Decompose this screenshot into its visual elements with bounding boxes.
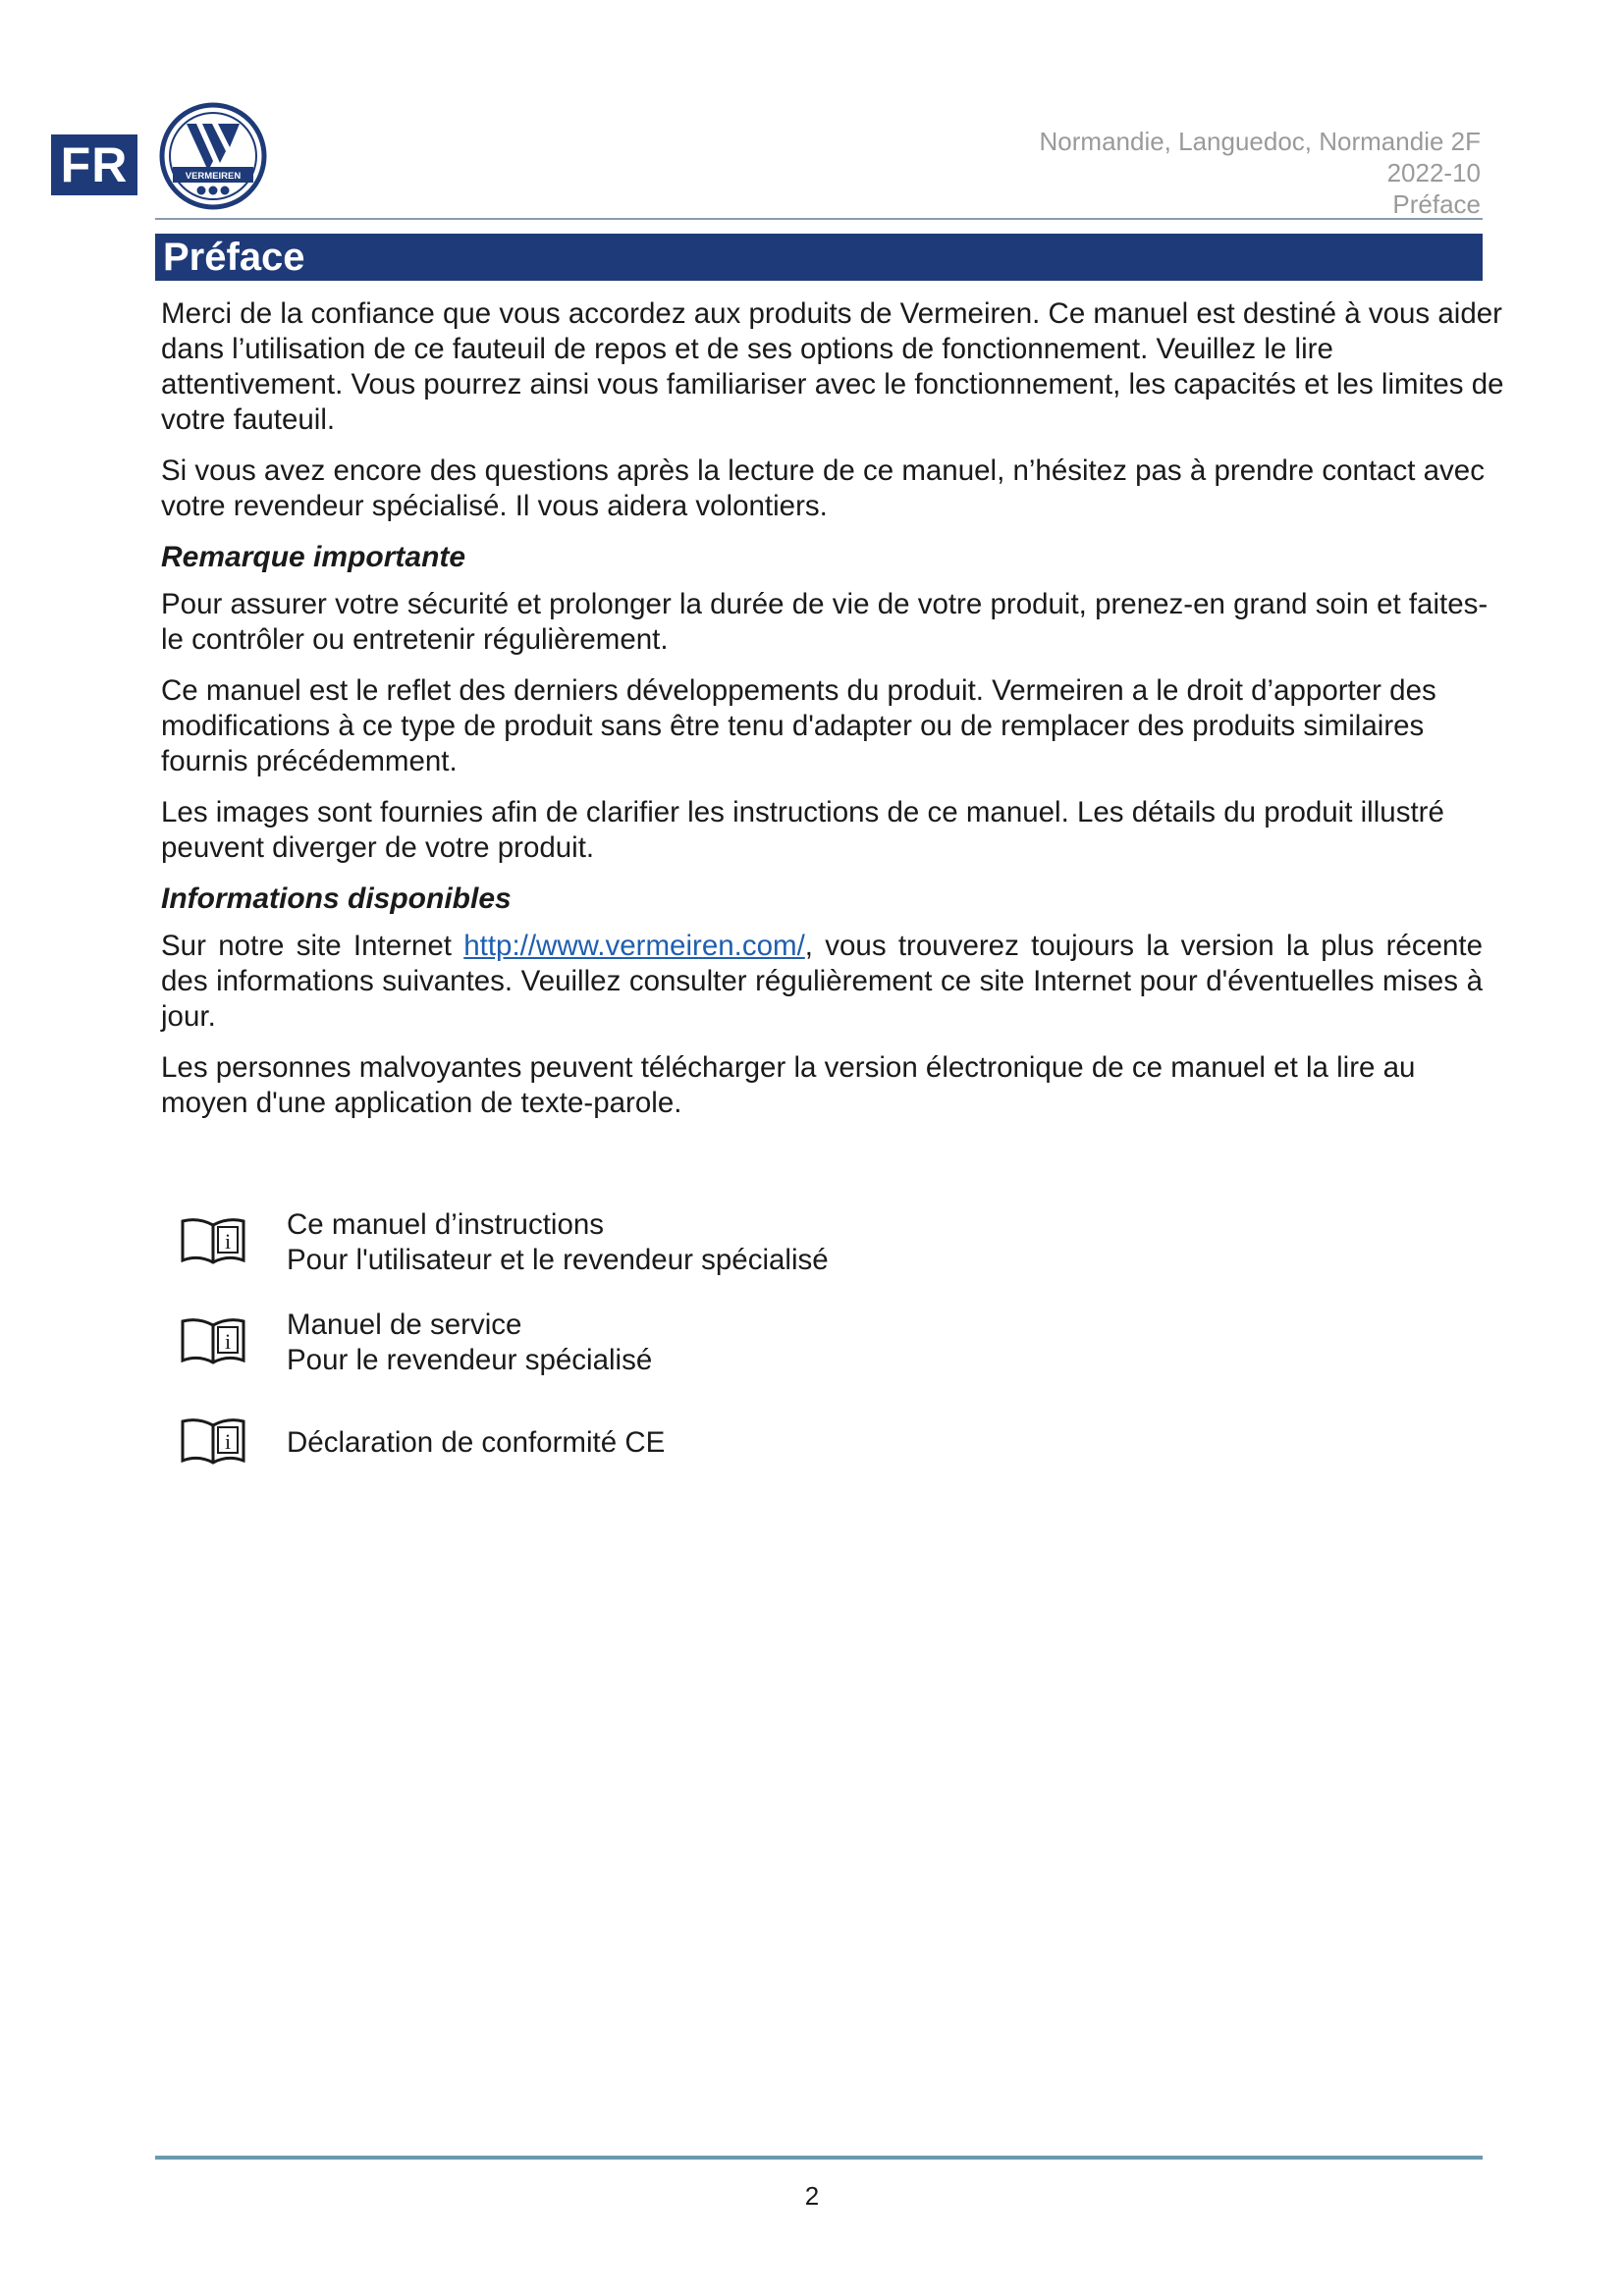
model-names: Normandie, Languedoc, Normandie 2F (1039, 127, 1481, 156)
body-content (161, 296, 1506, 1137)
header-section: Préface (1392, 189, 1481, 219)
svg-text:i: i (224, 1329, 232, 1354)
doc-subtitle: Pour le revendeur spécialisé (287, 1344, 653, 1376)
doc-title: Manuel de service (287, 1308, 522, 1341)
important-note-heading: Remarque importante (161, 541, 466, 573)
development-paragraph: Ce manuel est le reflet des derniers développements du produit. Vermeiren a le droit d’apporter des modifications à ce type de produit sans être tenu d'adapter ou de remplacer des produits similaires fournis précédemment. (161, 674, 1436, 777)
website-link[interactable]: http://www.vermeiren.com/ (463, 930, 805, 962)
vermeiren-logo (159, 102, 267, 210)
header-meta (1040, 126, 1481, 220)
document-list (179, 1207, 1062, 1502)
language-tab: FR (51, 134, 137, 195)
manual-info-icon (179, 1415, 247, 1468)
website-paragraph: Sur notre site Internet http://www.vermeiren.com/, vous trouverez toujours la version la plus récente des informations suivantes. Veuillez consulter régulièrement ce site Internet pour d'éventuelles mises à jour. (161, 930, 1484, 1033)
manual-info-icon (179, 1215, 247, 1268)
contact-paragraph: Si vous avez encore des questions après la lecture de ce manuel, n’hésitez pas à prendre contact avec votre revendeur spécialisé. Il vous aidera volontiers. (161, 454, 1485, 522)
doc-title: Déclaration de conformité CE (287, 1426, 666, 1459)
section-title: Préface (155, 234, 1483, 281)
safety-paragraph: Pour assurer votre sécurité et prolonger la durée de vie de votre produit, prenez-en grand soin et faites-le contrôler ou entretenir régulièrement. (161, 588, 1489, 656)
doc-subtitle: Pour l'utilisateur et le revendeur spécialisé (287, 1244, 829, 1276)
images-paragraph: Les images sont fournies afin de clarifier les instructions de ce manuel. Les détails du produit illustré peuvent diverger de votre produit. (161, 796, 1444, 864)
footer-divider (155, 2156, 1483, 2160)
header-divider (155, 218, 1483, 220)
intro-paragraph: Merci de la confiance que vous accordez aux produits de Vermeiren. Ce manuel est destiné à vous aider dans l’utilisation de ce fauteuil de repos et de ses options de fonctionnement. Veuillez le lire attentivement. Vous pourrez ainsi vous familiariser avec le fonctionnement, les capacités et les limites de votre fauteuil. (161, 297, 1504, 436)
svg-text:i: i (224, 1229, 232, 1254)
logo-text: VERMEIREN (185, 171, 242, 182)
list-item (179, 1207, 1062, 1278)
list-item (179, 1308, 1062, 1378)
svg-text:i: i (224, 1429, 232, 1454)
list-item (179, 1408, 1062, 1472)
accessibility-paragraph: Les personnes malvoyantes peuvent télécharger la version électronique de ce manuel et la lire au moyen d'une application de texte-parole. (161, 1051, 1416, 1119)
page-number: 2 (804, 2181, 820, 2211)
doc-title: Ce manuel d’instructions (287, 1208, 605, 1241)
manual-info-icon (179, 1315, 247, 1368)
available-info-heading: Informations disponibles (161, 882, 512, 915)
doc-date: 2022-10 (1386, 158, 1481, 187)
